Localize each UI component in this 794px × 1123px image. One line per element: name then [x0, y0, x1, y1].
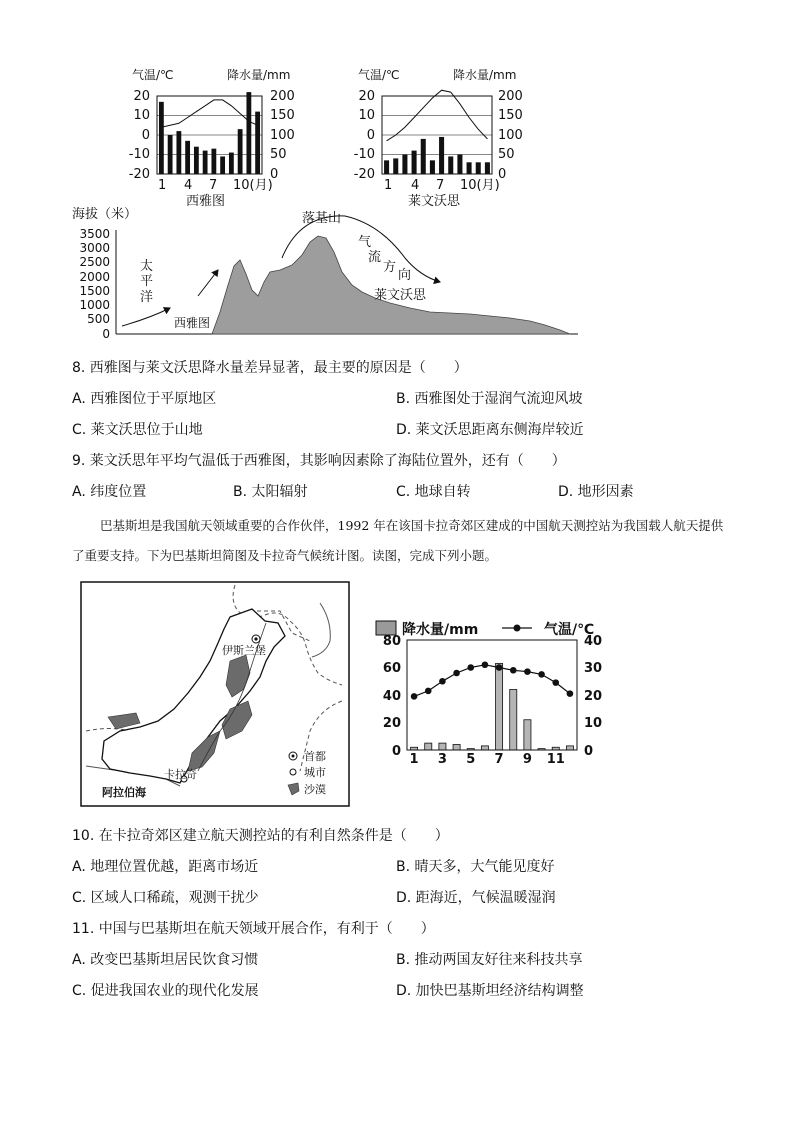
seattle-right-tick: 150	[270, 108, 295, 123]
mountain-terrain-silhouette	[212, 236, 570, 334]
precip-bar	[510, 690, 517, 751]
upslope-airflow-arrow	[198, 270, 218, 296]
leavenworth-x-tick: 10(月)	[460, 178, 500, 193]
seattle-x-tick: 7	[209, 178, 218, 193]
seattle-caption: 西雅图	[186, 194, 226, 209]
rocky-mountains-label: 落基山	[302, 211, 342, 226]
temp-point	[482, 661, 489, 668]
precip-bar	[448, 156, 453, 174]
precip-bar	[439, 743, 446, 750]
legend-capital-label: 首都	[304, 750, 326, 763]
seattle-x-tick: 1	[158, 178, 167, 193]
question-10-option-c[interactable]: C. 区域人口稀疏，观测干扰少	[72, 890, 259, 906]
temp-point	[496, 664, 503, 671]
profile-y-tick: 2500	[79, 255, 110, 269]
question-11-option-b[interactable]: B. 推动两国友好往来科技共享	[396, 952, 583, 968]
leavenworth-x-tick: 1	[384, 178, 393, 193]
temp-point	[538, 671, 545, 678]
legend-precip-label: 降水量/mm	[402, 622, 479, 638]
precip-bar	[185, 141, 190, 174]
precip-bar	[168, 135, 173, 174]
precip-bar	[402, 155, 407, 175]
question-8-option-b[interactable]: B. 西雅图处于湿润气流迎风坡	[396, 391, 583, 407]
pakistan-map	[80, 581, 350, 808]
legend-city-symbol	[290, 769, 296, 775]
precip-bar	[421, 139, 426, 174]
question-11-option-d[interactable]: D. 加快巴基斯坦经济结构调整	[396, 983, 584, 999]
leavenworth-left-tick: 10	[358, 108, 375, 123]
temp-point	[552, 679, 559, 686]
karachi-right-tick: 0	[584, 744, 594, 759]
temp-point	[425, 688, 432, 695]
seattle-profile-label: 西雅图	[174, 316, 211, 330]
leavenworth-x-tick: 4	[411, 178, 420, 193]
legend-precip-swatch	[376, 621, 396, 635]
karachi-left-tick: 60	[382, 661, 401, 676]
leavenworth-right-tick: 100	[498, 128, 523, 143]
pacific-label-char: 洋	[140, 290, 154, 305]
arabian-sea-label: 阿拉伯海	[102, 786, 146, 799]
precip-bar	[439, 137, 444, 174]
legend-city-label: 城市	[304, 766, 326, 779]
question-10-option-a[interactable]: A. 地理位置优越，距离市场近	[72, 859, 259, 875]
precip-bar	[457, 155, 462, 175]
legend-temp-label: 气温/℃	[544, 622, 595, 638]
airflow-label-char: 流	[368, 250, 382, 265]
precip-bar	[393, 158, 398, 174]
pacific-label-char: 太	[140, 259, 154, 274]
karachi-right-tick: 40	[584, 634, 603, 649]
karachi-climate-chart	[370, 615, 615, 765]
karachi-x-ticks	[410, 752, 565, 765]
leavenworth-left-tick: 20	[358, 89, 375, 104]
question-8-stem: 8. 西雅图与莱文沃思降水量差异显著，最主要的原因是（ ）	[72, 360, 468, 376]
karachi-left-tick: 80	[382, 634, 401, 649]
karachi-x-tick: 7	[494, 752, 504, 765]
precip-bar	[524, 720, 531, 750]
profile-y-tick: 1000	[79, 298, 110, 312]
precip-bar	[412, 151, 417, 174]
precip-bar	[566, 746, 573, 750]
seattle-temp-line	[161, 100, 257, 127]
leavenworth-left-tick: -10	[353, 147, 375, 162]
question-9-option-d[interactable]: D. 地形因素	[558, 484, 634, 500]
precip-bar	[246, 92, 251, 174]
temp-point	[567, 690, 574, 697]
precip-bar	[481, 746, 488, 750]
seattle-right-tick: 100	[270, 128, 295, 143]
islamabad-label: 伊斯兰堡	[222, 644, 266, 657]
precip-bar	[485, 162, 490, 174]
karachi-precip-bars	[411, 663, 574, 750]
capital-marker-dot	[254, 637, 257, 640]
question-10-stem: 10. 在卡拉奇郊区建立航天测控站的有利自然条件是（ ）	[72, 828, 449, 844]
precip-bar	[229, 153, 234, 174]
question-9-option-a[interactable]: A. 纬度位置	[72, 484, 147, 500]
leavenworth-x-tick: 7	[436, 178, 445, 193]
leavenworth-profile-label: 莱文沃思	[374, 288, 427, 303]
precip-bar	[384, 160, 389, 174]
karachi-x-tick: 11	[546, 752, 565, 765]
karachi-temp-line	[414, 665, 570, 697]
question-9-option-c[interactable]: C. 地球自转	[396, 484, 471, 500]
precip-bar	[203, 151, 208, 174]
precip-bar	[194, 147, 199, 174]
temp-point	[439, 678, 446, 685]
seattle-precip-axis-title: 降水量/mm	[227, 68, 291, 82]
airflow-label-char: 向	[398, 268, 412, 283]
seattle-x-tick: 4	[184, 178, 193, 193]
reading-passage: 巴基斯坦是我国航天领域重要的合作伙伴，1992 年在该国卡拉奇郊区建成的中国航天测控站为我国载人航天提供了重要支持。下为巴基斯坦简图及卡拉奇气候统计图。读图，完成下列小题。	[72, 518, 724, 563]
karachi-right-tick: 20	[584, 689, 603, 704]
karachi-x-tick: 9	[522, 752, 532, 765]
temp-point	[411, 693, 418, 700]
seattle-climate-chart	[129, 67, 295, 209]
legend-desert-label: 沙漠	[304, 783, 326, 796]
seattle-left-tick: -20	[128, 167, 150, 182]
question-8-option-d[interactable]: D. 莱文沃思距离东侧海岸较近	[396, 422, 584, 438]
leavenworth-left-tick: 0	[366, 128, 375, 143]
profile-y-tick: 2000	[79, 270, 110, 284]
precip-bar	[453, 745, 460, 751]
precip-bar	[176, 131, 181, 174]
legend-temp-marker	[514, 625, 521, 632]
karachi-x-tick: 1	[409, 752, 419, 765]
leavenworth-right-tick: 150	[498, 108, 523, 123]
question-10-option-b[interactable]: B. 晴天多，大气能见度好	[396, 859, 555, 875]
profile-y-tick: 3000	[79, 241, 110, 255]
seattle-left-tick: 20	[133, 89, 150, 104]
precip-bar	[238, 129, 243, 174]
karachi-x-tick: 5	[466, 752, 476, 765]
precip-bar	[255, 112, 260, 174]
terrain-profile-figure	[70, 200, 590, 345]
leavenworth-left-tick: -20	[353, 167, 375, 182]
leavenworth-right-tick: 0	[498, 167, 507, 182]
question-11-option-a[interactable]: A. 改变巴基斯坦居民饮食习惯	[72, 952, 259, 968]
climate-charts-figure	[110, 62, 550, 212]
temp-point	[453, 670, 460, 677]
leavenworth-climate-chart	[354, 67, 523, 209]
karachi-x-tick: 3	[437, 752, 447, 765]
profile-y-tick: 500	[87, 312, 110, 326]
leavenworth-temp-axis-title: 气温/℃	[358, 68, 400, 82]
ocean-airflow-arrow	[122, 308, 170, 326]
seattle-left-tick: 0	[141, 128, 150, 143]
seattle-precip-bars	[159, 92, 260, 174]
temp-point	[510, 667, 517, 674]
karachi-left-tick: 20	[382, 716, 401, 731]
seattle-x-tick: 10(月)	[233, 178, 273, 193]
leavenworth-right-tick: 50	[498, 147, 515, 162]
seattle-left-tick: 10	[133, 108, 150, 123]
temp-point	[524, 668, 531, 675]
airflow-label-char: 方	[383, 260, 397, 275]
profile-y-tick: 0	[102, 327, 110, 341]
profile-y-axis-title: 海拔（米）	[72, 207, 138, 222]
karachi-left-tick: 0	[391, 744, 401, 759]
precip-bar	[467, 162, 472, 174]
question-11-option-c[interactable]: C. 促进我国农业的现代化发展	[72, 983, 259, 999]
precip-bar	[159, 102, 164, 174]
profile-y-tick: 3500	[79, 227, 110, 241]
precip-bar	[496, 663, 503, 750]
karachi-label: 卡拉奇	[164, 768, 197, 781]
question-11-stem: 11. 中国与巴基斯坦在航天领域开展合作，有利于（ ）	[72, 921, 435, 937]
question-8-option-c[interactable]: C. 莱文沃思位于山地	[72, 422, 203, 438]
temp-point	[467, 664, 474, 671]
seattle-gridlines	[157, 116, 262, 155]
seattle-right-tick: 50	[270, 147, 287, 162]
seattle-right-tick: 200	[270, 89, 295, 104]
question-9-stem: 9. 莱文沃思年平均气温低于西雅图，其影响因素除了海陆位置外，还有（ ）	[72, 453, 566, 469]
seattle-left-tick: -10	[128, 147, 150, 162]
legend-capital-dot	[292, 755, 295, 758]
precip-bar	[430, 160, 435, 174]
karachi-temp-points	[411, 661, 573, 699]
karachi-chart-frame	[407, 640, 577, 750]
leavenworth-caption: 莱文沃思	[408, 194, 461, 209]
precip-bar	[220, 156, 225, 174]
precip-bar	[211, 149, 216, 174]
pacific-label-char: 平	[140, 274, 154, 289]
map-legend	[288, 749, 326, 796]
leavenworth-precip-bars	[384, 137, 490, 174]
karachi-left-tick: 40	[382, 689, 401, 704]
karachi-right-tick: 10	[584, 716, 603, 731]
precip-bar	[476, 162, 481, 174]
leavenworth-right-tick: 200	[498, 89, 523, 104]
question-9-option-b[interactable]: B. 太阳辐射	[233, 484, 308, 500]
question-10-option-d[interactable]: D. 距海近，气候温暖湿润	[396, 890, 556, 906]
leavenworth-gridlines	[382, 116, 492, 155]
precip-bar	[425, 743, 432, 750]
seattle-temp-axis-title: 气温/℃	[132, 68, 174, 82]
profile-y-tick: 1500	[79, 284, 110, 298]
karachi-right-tick: 30	[584, 661, 603, 676]
seattle-right-tick: 0	[270, 167, 279, 182]
airflow-label-char: 气	[358, 235, 372, 250]
leavenworth-precip-axis-title: 降水量/mm	[453, 68, 517, 82]
question-8-option-a[interactable]: A. 西雅图位于平原地区	[72, 391, 217, 407]
